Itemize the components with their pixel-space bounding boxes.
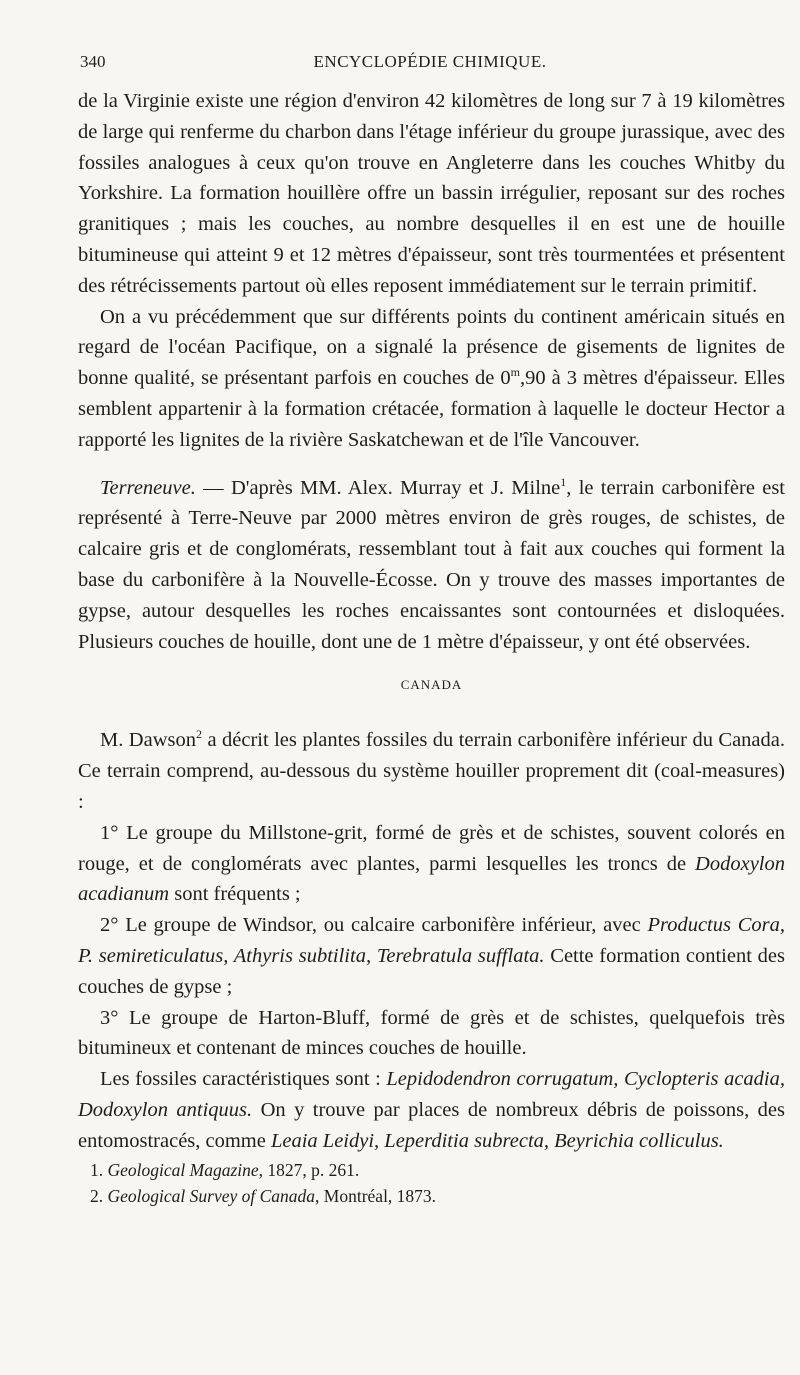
list-item-harton-bluff: 3° Le groupe de Harton-Bluff, formé de grès et de schistes, quelquefois très bitumineux et contenant de minces couches de houille. bbox=[78, 1006, 785, 1060]
page-header bbox=[80, 52, 780, 80]
footnote-number: 1. bbox=[90, 1160, 104, 1180]
text-run: On a vu précédemment que sur différents points du continent américain situés en regard de l'océan Pacifique, on a signalé la présence de gisements de lignites de bonne qualité, se présentant parfois en couches de 0 bbox=[78, 305, 785, 390]
text-run: ,90 à 3 mètres d'épaisseur. Elles semblent appartenir à la formation crétacée, formation à laquelle le docteur Hector a rapporté les lignites de la rivière Saskatchewan et de l'île Vancouver. bbox=[78, 367, 785, 451]
list-item-windsor bbox=[78, 910, 785, 1002]
text-run: — D'après MM. Alex. Murray et J. Milne bbox=[195, 476, 561, 499]
text-run: M. Dawson bbox=[100, 729, 196, 752]
text-run: a décrit les plantes fossiles du terrain carbonifère inférieur du Canada. Ce terrain comprend, au-dessous du système houiller proprement dit (coal-measures) : bbox=[78, 729, 785, 813]
list-item-millstone bbox=[78, 818, 785, 910]
text-run: 2° Le groupe de Windsor, ou calcaire carbonifère inférieur, avec bbox=[100, 914, 648, 937]
species-name: Leaia Leidyi, Leperditia subrecta, Beyrichia colliculus. bbox=[270, 1129, 724, 1152]
text-run: Les fossiles caractéristiques sont : bbox=[100, 1068, 387, 1091]
text-run: sont fréquents ; bbox=[169, 883, 301, 906]
superscript-unit: m bbox=[510, 365, 520, 380]
body-text bbox=[78, 86, 785, 1157]
footnote-source: Geological Survey of Canada bbox=[107, 1186, 316, 1206]
footnote-ref-1: 1 bbox=[560, 474, 567, 489]
species-name: Productus Cora, P. semireticulatus, Athyris subtilita, Terebratula sufflata. bbox=[78, 914, 785, 967]
text-run: , le terrain carbonifère est représenté à Terre-Neuve par 2000 mètres environ de grès rouges, de schistes, de calcaire gris et de conglomérats, ressemblant tout à fait aux couches qui forment la base du carbonifère à la Nouvelle-Écosse. On y trouve des masses importantes de gypse, autour desquelles les roches encaissantes sont contournées et disloquées. Plusieurs couches de houille, dont une de 1 mètre d'épaisseur, y ont été observées. bbox=[78, 476, 785, 653]
page-number: 340 bbox=[80, 52, 106, 71]
footnote-2 bbox=[90, 1183, 780, 1209]
paragraph-fossiles bbox=[78, 1064, 785, 1156]
paragraph-virginie: de la Virginie existe une région d'environ 42 kilomètres de long sur 7 à 19 kilomètres de large qui renferme du charbon dans l'étage inférieur du groupe jurassique, avec des fossiles analogues à ceux qu'on trouve en Angleterre dans les couches Whitby du Yorkshire. La formation houillère offre un bassin irrégulier, reposant sur des roches granitiques ; mais les couches, au nombre desquelles il en est une de houille bitumineuse qui atteint 9 et 12 mètres d'épaisseur, sont très tourmentées et présentent des rétrécissements partout où elles reposent immédiatement sur le terrain primitif. bbox=[78, 90, 785, 297]
footnote-details: , 1827, p. 261. bbox=[258, 1160, 360, 1180]
species-name: Lepidodendron corrugatum, Cyclopteris acadia, Dodoxylon antiquus. bbox=[78, 1068, 785, 1121]
paragraph-dawson bbox=[78, 725, 785, 817]
footnote-1 bbox=[90, 1157, 780, 1183]
footnotes bbox=[90, 1157, 780, 1209]
footnote-ref-2: 2 bbox=[196, 727, 202, 742]
footnote-details: , Montréal, 1873. bbox=[315, 1186, 437, 1206]
text-run: Cette formation contient des couches de gypse ; bbox=[78, 944, 785, 998]
paragraph-terreneuve bbox=[78, 473, 785, 658]
text-run: On y trouve par places de nombreux débris de poissons, des entomostracés, comme bbox=[78, 1098, 785, 1152]
text-run: 1° Le groupe du Millstone-grit, formé de grès et de schistes, souvent colorés en rouge, et de conglomérats avec plantes, parmi lesquelles les troncs de bbox=[78, 821, 785, 875]
running-title: ENCYCLOPÉDIE CHIMIQUE. bbox=[313, 52, 547, 71]
footnote-source: Geological Magazine bbox=[107, 1160, 259, 1180]
footnote-number: 2. bbox=[90, 1186, 104, 1206]
species-name: Dodoxylon acadianum bbox=[78, 852, 785, 906]
section-heading-terreneuve: Terreneuve. bbox=[100, 476, 196, 499]
section-title-canada: CANADA bbox=[400, 677, 463, 693]
paragraph-pacifique bbox=[78, 302, 785, 456]
